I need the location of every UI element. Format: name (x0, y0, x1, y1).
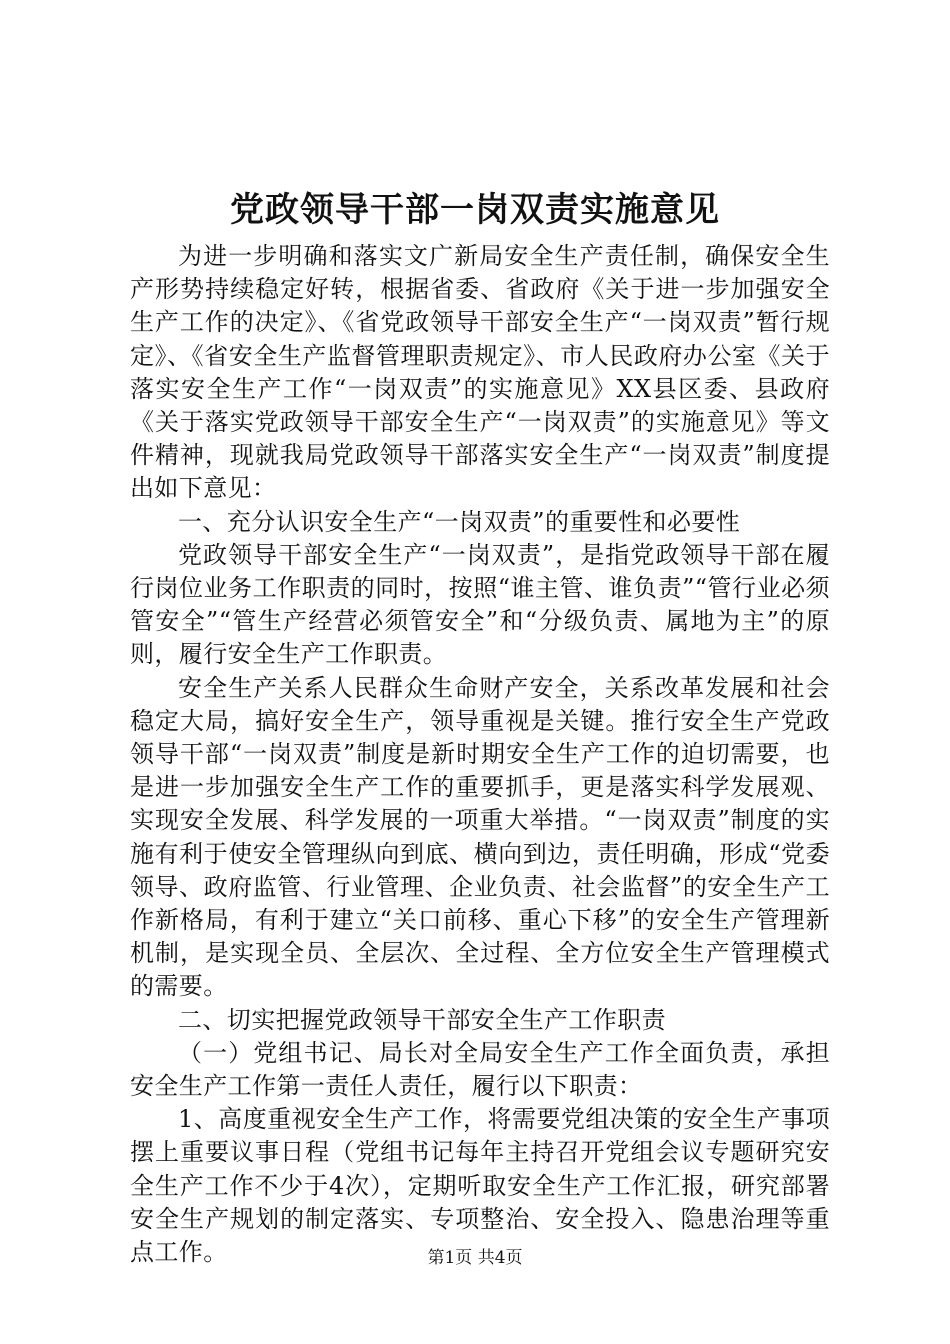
section-heading-1: 一、充分认识安全生产“一岗双责”的重要性和必要性 (178, 507, 741, 536)
page-footer: 第1页 共4页 (427, 1248, 523, 1268)
paragraph-definition: 党政领导干部安全生产“一岗双责”，是指党政领导干部在履行岗位业务工作职责的同时，按照“谁主管、谁负责”“管行业必须管安全”“管生产经营必须管安全”和“分级负责、属地为主”的原则，履行安全生产工作职责。 (130, 540, 830, 669)
paragraph-significance: 安全生产关系人民群众生命财产安全，关系改革发展和社会稳定大局，搞好安全生产，领导重视是关键。推行安全生产党政领导干部“一岗双责”制度是新时期安全生产工作的迫切需要，也是进一步加强安全生产工作的重要抓手，更是落实科学发展观、实现安全发展、科学发展的一项重大举措。“一岗双责”制度的实施有利于使安全管理纵向到底、横向到边，责任明确，形成“党委领导、政府监管、行业管理、企业负责、社会监督”的安全生产工作新格局，有利于建立“关口前移、重心下移”的安全生产管理新机制，是实现全员、全层次、全过程、全方位安全生产管理模式的需要。 (130, 673, 830, 1001)
section-heading-2: 二、切实把握党政领导干部安全生产工作职责 (178, 1005, 666, 1034)
paragraph-intro: 为进一步明确和落实文广新局安全生产责任制，确保安全生产形势持续稳定好转，根据省委、省政府《关于进一步加强安全生产工作的决定》、《省党政领导干部安全生产“一岗双责”暂行规定》、《省安全生产监督管理职责规定》、市人民政府办公室《关于落实安全生产工作“一岗双责”的实施意见》XX县区委、县政府《关于落实党政领导干部安全生产“一岗双责”的实施意见》等文件精神，现就我局党政领导干部落实安全生产“一岗双责”制度提出如下意见： (130, 242, 830, 503)
document-body (130, 240, 830, 1269)
paragraph-item-1: 1、高度重视安全生产工作，将需要党组决策的安全生产事项摆上重要议事日程（党组书记每年主持召开党组会议专题研究安全生产工作不少于4次），定期听取安全生产工作汇报，研究部署安全生产规划的制定落实、专项整治、安全投入、隐患治理等重点工作。 (130, 1105, 830, 1267)
document-title: 党政领导干部一岗双责实施意见 (230, 190, 720, 230)
paragraph-subsection-1: （一）党组书记、局长对全局安全生产工作全面负责，承担安全生产工作第一责任人责任，履行以下职责： (130, 1038, 830, 1101)
